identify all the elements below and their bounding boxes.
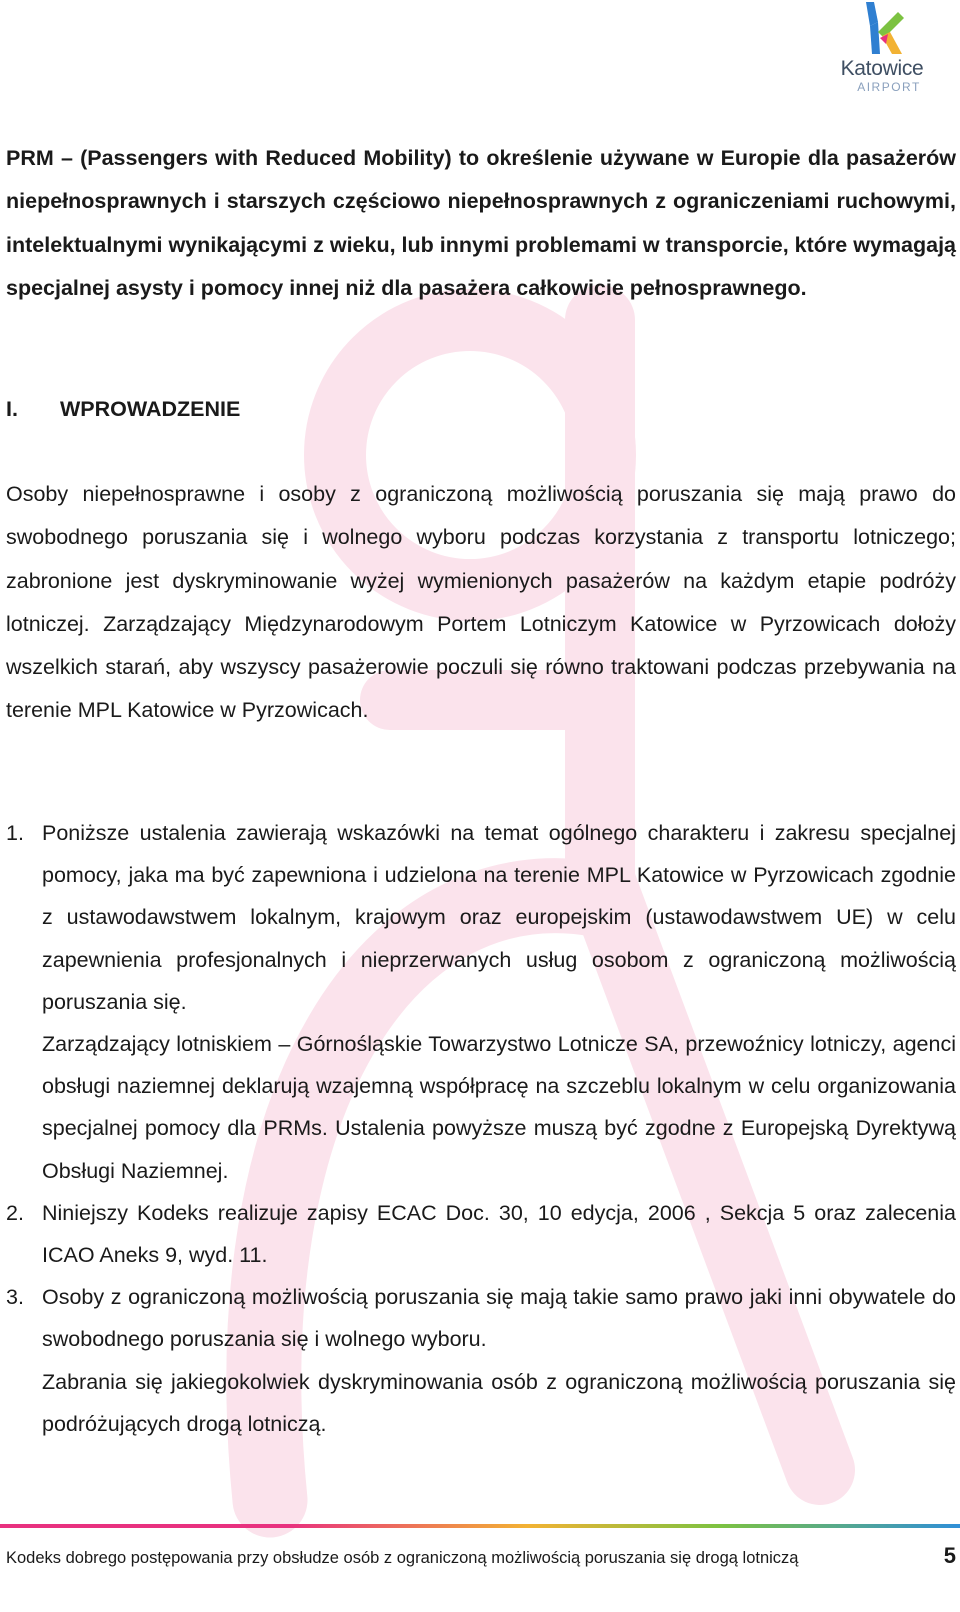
airport-k-icon	[852, 2, 912, 60]
section-heading	[6, 390, 240, 428]
list-item-paragraph: Niniejszy Kodeks realizuje zapisy ECAC Doc. 30, 10 edycja, 2006 , Sekcja 5 oraz zalecenia ICAO Aneks 9, wyd. 11.	[42, 1200, 956, 1268]
list-item-1	[6, 812, 956, 1192]
section-number: I.	[6, 397, 18, 421]
list-item-paragraph: Osoby z ograniczoną możliwością poruszania się mają takie samo prawo jaki inni obywatele do swobodnego poruszania się i wolnego wyboru.	[42, 1285, 956, 1352]
list-item-3	[6, 1276, 956, 1445]
list-item-paragraph: Zarządzający lotniskiem – Górnośląskie Towarzystwo Lotnicze SA, przewoźnicy lotniczy, agenci obsługi naziemnej deklarują wzajemną współpracę na szczeblu lokalnym w celu organizowania specjalnej pomocy dla PRMs. Ustalenia powyższe muszą być zgodne z Europejską Dyrektywą Obsługi Naziemnej.	[42, 1032, 956, 1183]
list-item-paragraph: Poniższe ustalenia zawierają wskazówki na temat ogólnego charakteru i zakresu specjalnej pomocy, jaka ma być zapewniona i udzielona na terenie MPL Katowice w Pyrzowicach zgodnie z ustawodawstwem lokalnym, krajowym oraz europejskim (ustawodawstwem UE) w celu zapewnienia profesjonalnych i nieprzerwanych usług osobom z ograniczoną możliwością poruszania się.	[42, 821, 956, 1014]
intro-paragraph: PRM – (Passengers with Reduced Mobility) to określenie używane w Europie dla pasażerów niepełnosprawnych i starszych częściowo niepełnosprawnych z ograniczeniami ruchowymi, intelektualnymi wynikającymi z wieku, lub innymi problemami w transporcie, które wymagają specjalnej asysty i pomocy innej niż dla pasażera całkowicie pełnosprawnego.	[6, 146, 956, 300]
footer-title: Kodeks dobrego postępowania przy obsłudze osób z ograniczoną możliwością poruszania się drogą lotniczą	[6, 1549, 799, 1567]
intro-block	[6, 137, 956, 310]
section-title: WPROWADZENIE	[60, 397, 241, 421]
footer-divider	[0, 1524, 960, 1528]
body-paragraph: Osoby niepełnosprawne i osoby z ograniczoną możliwością poruszania się mają prawo do swobodnego poruszania się i wolnego wyboru podczas korzystania z transportu lotniczego; zabronione jest dyskryminowanie wyżej wymienionych pasażerów na każdym etapie podróży lotniczej. Zarządzający Międzynarodowym Portem Lotniczym Katowice w Pyrzowicach dołoży wszelkich starań, aby wszyscy pasażerowie poczuli się równo traktowani podczas przebywania na terenie MPL Katowice w Pyrzowicach.	[6, 482, 956, 723]
list-item-paragraph: Zabrania się jakiegokolwiek dyskryminowania osób z ograniczoną możliwością poruszania się podróżujących drogą lotniczą.	[42, 1369, 956, 1436]
list-item-number: 1.	[6, 821, 24, 845]
numbered-list	[6, 812, 956, 1445]
katowice-airport-logo	[832, 2, 932, 98]
logo-subtitle: AIRPORT	[857, 80, 921, 94]
page-footer	[6, 1543, 956, 1569]
page-number: 5	[943, 1543, 956, 1568]
list-item-number: 2.	[6, 1200, 24, 1225]
list-item-number: 3.	[6, 1285, 24, 1310]
logo-name: Katowice	[840, 57, 924, 80]
body-block	[6, 473, 956, 733]
list-item-2	[6, 1192, 956, 1276]
